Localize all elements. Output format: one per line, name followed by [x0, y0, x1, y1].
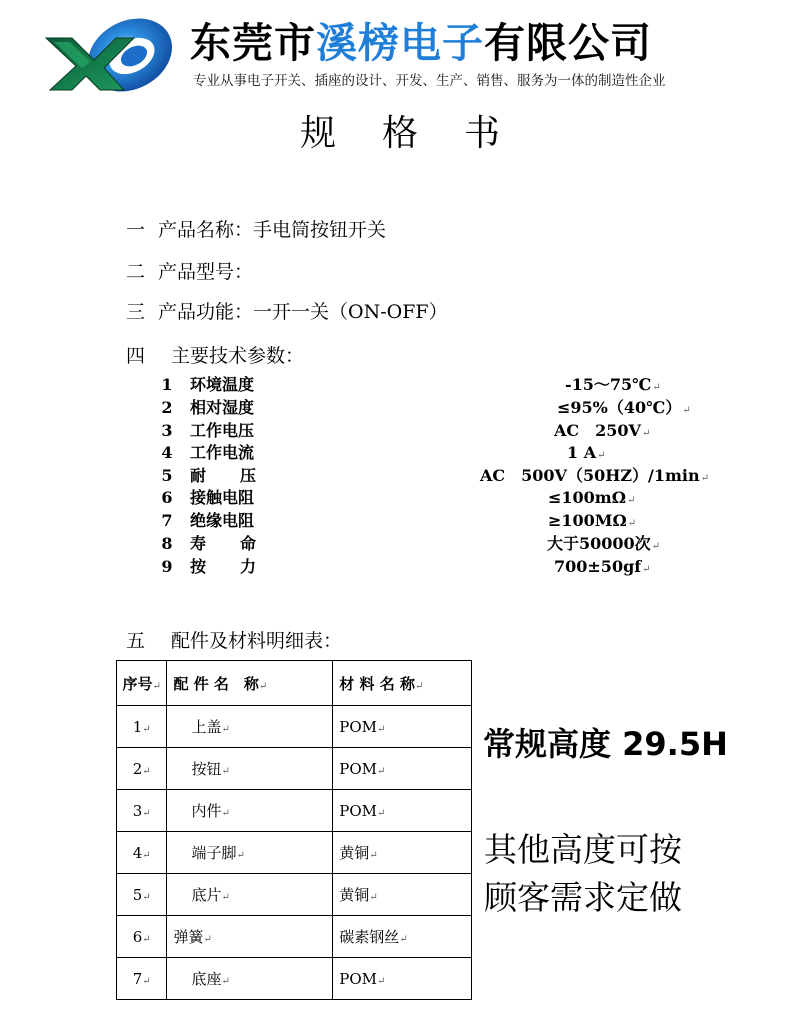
column-header: 材 料 名 称↵: [333, 661, 472, 706]
table-header-row: [117, 661, 472, 706]
company-slogan: 专业从事电子开关、插座的设计、开发、生产、销售、服务为一体的制造性企业: [193, 73, 666, 89]
table-row: [117, 706, 472, 748]
param-number: 1: [161, 375, 173, 394]
param-name: 寿命: [190, 534, 291, 553]
param-number: 4: [161, 443, 173, 462]
param-number: 7: [161, 511, 173, 530]
param-number: 9: [161, 557, 173, 576]
section-label: 配件及材料明细表：: [171, 630, 343, 652]
table-cell: POM↵: [333, 958, 472, 1000]
param-row: [0, 465, 800, 487]
param-name: 环境温度: [190, 375, 255, 394]
table-cell: POM↵: [333, 748, 472, 790]
param-number: 5: [161, 466, 173, 485]
table-cell: 4↵: [117, 832, 167, 874]
table-row: [117, 748, 472, 790]
param-number: 6: [161, 488, 173, 507]
table-cell: 1↵: [117, 706, 167, 748]
company-name-prefix: 东莞市: [190, 19, 316, 67]
section-number: 一: [126, 219, 146, 241]
param-name: 工作电压: [190, 421, 255, 440]
param-row: [0, 442, 800, 464]
param-value: -15～75℃↵: [565, 375, 661, 394]
param-number: 8: [161, 534, 173, 553]
table-cell: POM↵: [333, 706, 472, 748]
section-product-name: [126, 217, 386, 243]
param-name: 接触电阻: [190, 488, 255, 507]
table-cell: 弹簧↵: [167, 916, 333, 958]
table-cell: 底片↵: [167, 874, 333, 916]
standard-height-note: 常规高度 29.5H: [483, 725, 728, 763]
param-row: [0, 510, 800, 532]
parts-table: [116, 660, 472, 1000]
table-cell: 上盖↵: [167, 706, 333, 748]
table-row: [117, 958, 472, 1000]
table-cell: 5↵: [117, 874, 167, 916]
section-number: 五: [126, 630, 146, 652]
table-cell: POM↵: [333, 790, 472, 832]
param-name: 工作电流: [190, 443, 255, 462]
param-name: 相对湿度: [190, 398, 255, 417]
param-value: AC 500V（50HZ）/1min↵: [480, 466, 710, 485]
param-number: 2: [161, 398, 173, 417]
table-row: [117, 916, 472, 958]
table-cell: 端子脚↵: [167, 832, 333, 874]
param-row: [0, 533, 800, 555]
section-number: 三: [126, 301, 146, 323]
table-cell: 2↵: [117, 748, 167, 790]
param-row: [0, 556, 800, 578]
section-label: 产品功能：一开一关（ON-OFF）: [158, 301, 448, 323]
param-value: 700±50gf↵: [554, 557, 651, 576]
param-name: 绝缘电阻: [190, 511, 255, 530]
section-number: 二: [126, 261, 146, 283]
section-label: 产品型号：: [158, 261, 254, 283]
section-label: 产品名称：手电筒按钮开关: [158, 219, 387, 241]
param-row: [0, 397, 800, 419]
table-cell: 3↵: [117, 790, 167, 832]
custom-height-note-line: 顾客需求定做: [484, 878, 682, 917]
xb-logo-icon: [42, 18, 177, 93]
param-value: ≥100MΩ↵: [548, 511, 637, 530]
param-value: ≤95%（40℃）↵: [557, 398, 691, 417]
param-value: 大于50000次↵: [547, 534, 661, 553]
custom-height-note: [484, 826, 682, 922]
table-cell: 黄铜↵: [333, 832, 472, 874]
table-row: [117, 832, 472, 874]
section-number: 四: [126, 345, 146, 367]
section-label: 主要技术参数：: [171, 345, 305, 367]
param-row: [0, 420, 800, 442]
table-cell: 碳素钢丝↵: [333, 916, 472, 958]
table-row: [117, 790, 472, 832]
document-title: 规格书: [299, 113, 546, 154]
param-row: [0, 374, 800, 396]
table-cell: 按钮↵: [167, 748, 333, 790]
param-value: ≤100mΩ↵: [548, 488, 636, 507]
table-cell: 内件↵: [167, 790, 333, 832]
section-tech-params: [126, 343, 304, 369]
param-number: 3: [161, 421, 173, 440]
param-value: 1 A↵: [567, 443, 606, 462]
table-cell: 6↵: [117, 916, 167, 958]
section-product-model: [126, 259, 253, 285]
table-cell: 底座↵: [167, 958, 333, 1000]
param-row: [0, 487, 800, 509]
param-name: 按力: [190, 557, 291, 576]
company-name: [190, 18, 652, 68]
param-value: AC 250V↵: [554, 421, 651, 440]
section-parts-list: [126, 628, 342, 654]
column-header: 配 件 名 称↵: [167, 661, 333, 706]
table-cell: 黄铜↵: [333, 874, 472, 916]
section-product-function: [126, 299, 448, 325]
company-name-suffix: 有限公司: [484, 19, 652, 67]
company-name-accent: 溪榜电子: [316, 19, 484, 67]
param-name: 耐压: [190, 466, 291, 485]
custom-height-note-line: 其他高度可按: [484, 830, 682, 869]
column-header: 序号↵: [117, 661, 167, 706]
table-row: [117, 874, 472, 916]
table-cell: 7↵: [117, 958, 167, 1000]
